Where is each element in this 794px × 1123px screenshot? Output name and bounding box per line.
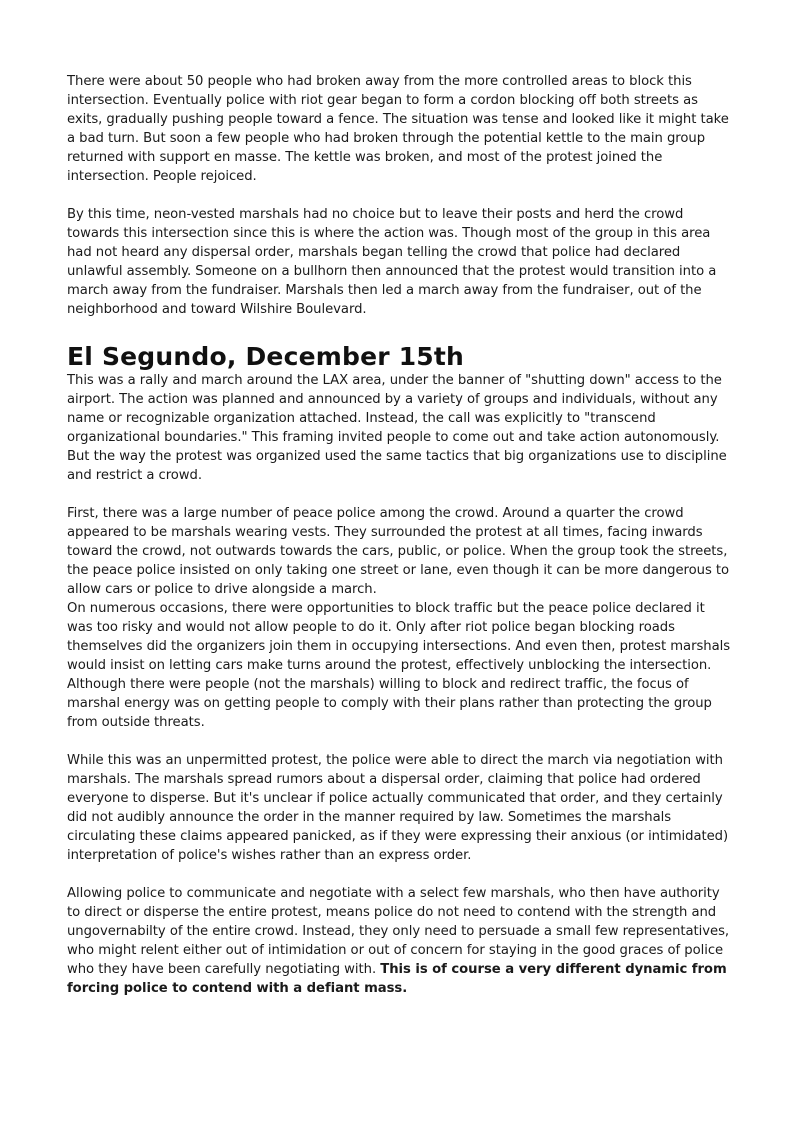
section-heading: El Segundo, December 15th xyxy=(67,342,465,371)
paragraph-negotiation xyxy=(67,884,731,998)
paragraph-lax-rally: This was a rally and march around the LAX area, under the banner of "shutting down" access to the airport. The action was planned and announced by a variety of groups and individuals, without any name or recognizable organization attached. Instead, the call was explicitly to "transcend organizational boundaries." This framing invited people to come out and take action autonomously. But the way the protest was organized used the same tactics that big organizations use to discipline and restrict a crowd. xyxy=(67,373,727,483)
paragraph-blocking-traffic: On numerous occasions, there were opportunities to block traffic but the peace police declared it was too risky and would not allow people to do it. Only after riot police began blocking roads themselves did the organizers join them in occupying intersections. And even then, protest marshals would insist on letting cars make turns around the protest, effectively unblocking the intersection. Although there were people (not the marshals) willing to block and redirect traffic, the focus of marshal energy was on getting people to comply with their plans rather than protecting the group from outside threats. xyxy=(67,601,731,730)
paragraph-dispersal-rumors: While this was an unpermitted protest, the police were able to direct the march via negotiation with marshals. The marshals spread rumors about a dispersal order, claiming that police had ordered everyone to disperse. But it's unclear if police actually communicated that order, and they certainly did not audibly announce the order in the manner required by law. Sometimes the marshals circulating these claims appeared panicked, as if they were expressing their anxious (or intimidated) interpretation of police's wishes rather than an express order. xyxy=(67,753,729,863)
paragraph-intersection-blockade: There were about 50 people who had broken away from the more controlled areas to block this intersection. Eventually police with riot gear began to form a cordon blocking off both streets as exits, gradually pushing people toward a fence. The situation was tense and looked like it might take a bad turn. But soon a few people who had broken through the potential kettle to the main group returned with support en masse. The kettle was broken, and most of the protest joined the intersection. People rejoiced. xyxy=(67,74,729,184)
paragraph-negotiation-text: Allowing police to communicate and negotiate with a select few marshals, who then have authority to direct or disperse the entire protest, means police do not need to contend with the strength and ungovernabilty of the entire crowd. Instead, they only need to persuade a small few representatives, who might relent either out of intimidation or out of concern for staying in the good graces of police who they have been carefully negotiating with. xyxy=(67,886,730,977)
paragraph-peace-police: First, there was a large number of peace police among the crowd. Around a quarter the crowd appeared to be marshals wearing vests. They surrounded the protest at all times, facing inwards toward the crowd, not outwards towards the cars, public, or police. When the group took the streets, the peace police insisted on only taking one street or lane, even though it can be more dangerous to allow cars or police to drive alongside a march. xyxy=(67,506,730,597)
paragraph-marshals-herd-crowd: By this time, neon-vested marshals had no choice but to leave their posts and herd the crowd towards this intersection since this is where the action was. Though most of the group in this area had not heard any dispersal order, marshals began telling the crowd that police had declared unlawful assembly. Someone on a bullhorn then announced that the protest would transition into a march away from the fundraiser. Marshals then led a march away from the fundraiser, out of the neighborhood and toward Wilshire Boulevard. xyxy=(67,207,717,317)
paragraph-negotiation-bold: This is of course a very different dynamic from forcing police to contend with a defiant mass. xyxy=(67,962,727,996)
document-page xyxy=(67,72,731,1017)
